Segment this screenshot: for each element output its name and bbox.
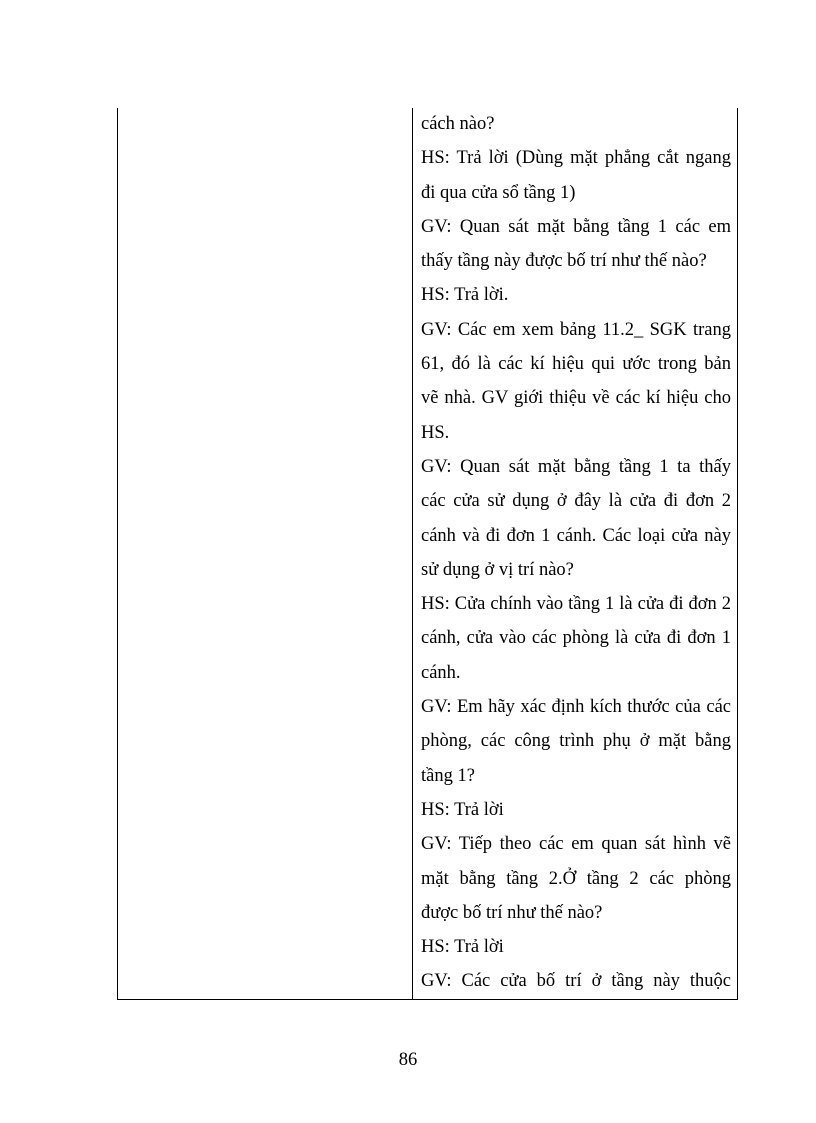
text-line: cánh và đi đơn 1 cánh. Các loại cửa này — [421, 525, 731, 546]
text-line: HS: Cửa chính vào tầng 1 là cửa đi đơn 2 — [421, 594, 731, 615]
text-line: tầng 1? — [421, 765, 475, 786]
text-line: HS: Trả lời. — [421, 285, 509, 306]
text-line: GV: Quan sát mặt bằng tầng 1 các em — [421, 216, 731, 237]
text-line: HS: Trả lời (Dùng mặt phẳng cắt ngang — [421, 148, 731, 169]
text-line: mặt bằng tầng 2.Ở tầng 2 các phòng — [421, 868, 731, 889]
text-line: GV: Các em xem bảng 11.2_ SGK trang — [421, 319, 731, 340]
text-line: HS. — [421, 422, 450, 443]
text-line: vẽ nhà. GV giới thiệu về các kí hiệu cho — [421, 388, 731, 409]
text-line: GV: Tiếp theo các em quan sát hình vẽ — [421, 834, 731, 855]
text-line: cánh. — [421, 662, 461, 683]
text-line: đi qua cửa sổ tầng 1) — [421, 182, 576, 203]
text-line: 61, đó là các kí hiệu qui ước trong bản — [421, 354, 731, 375]
text-line: sử dụng ở vị trí nào? — [421, 559, 574, 580]
text-line: các cửa sử dụng ở đây là cửa đi đơn 2 — [421, 491, 731, 512]
text-line: cánh, cửa vào các phòng là cửa đi đơn 1 — [421, 628, 731, 649]
table-right-column — [413, 108, 737, 999]
lesson-table — [117, 108, 738, 1000]
text-line: GV: Quan sát mặt bằng tầng 1 ta thấy — [421, 456, 731, 477]
text-line: được bố trí như thế nào? — [421, 902, 603, 923]
text-line: GV: Các cửa bố trí ở tầng này thuộc — [421, 971, 731, 992]
text-line: phòng, các công trình phụ ở mặt bằng — [421, 731, 731, 752]
text-line: cách nào? — [421, 114, 495, 134]
page-number: 86 — [398, 1050, 418, 1070]
table-left-column — [118, 108, 413, 999]
text-line: HS: Trả lời — [421, 937, 504, 958]
text-line: HS: Trả lời — [421, 799, 504, 820]
text-line: thấy tầng này được bố trí như thế nào? — [421, 251, 707, 272]
text-line: GV: Em hãy xác định kích thước của các — [421, 697, 731, 718]
